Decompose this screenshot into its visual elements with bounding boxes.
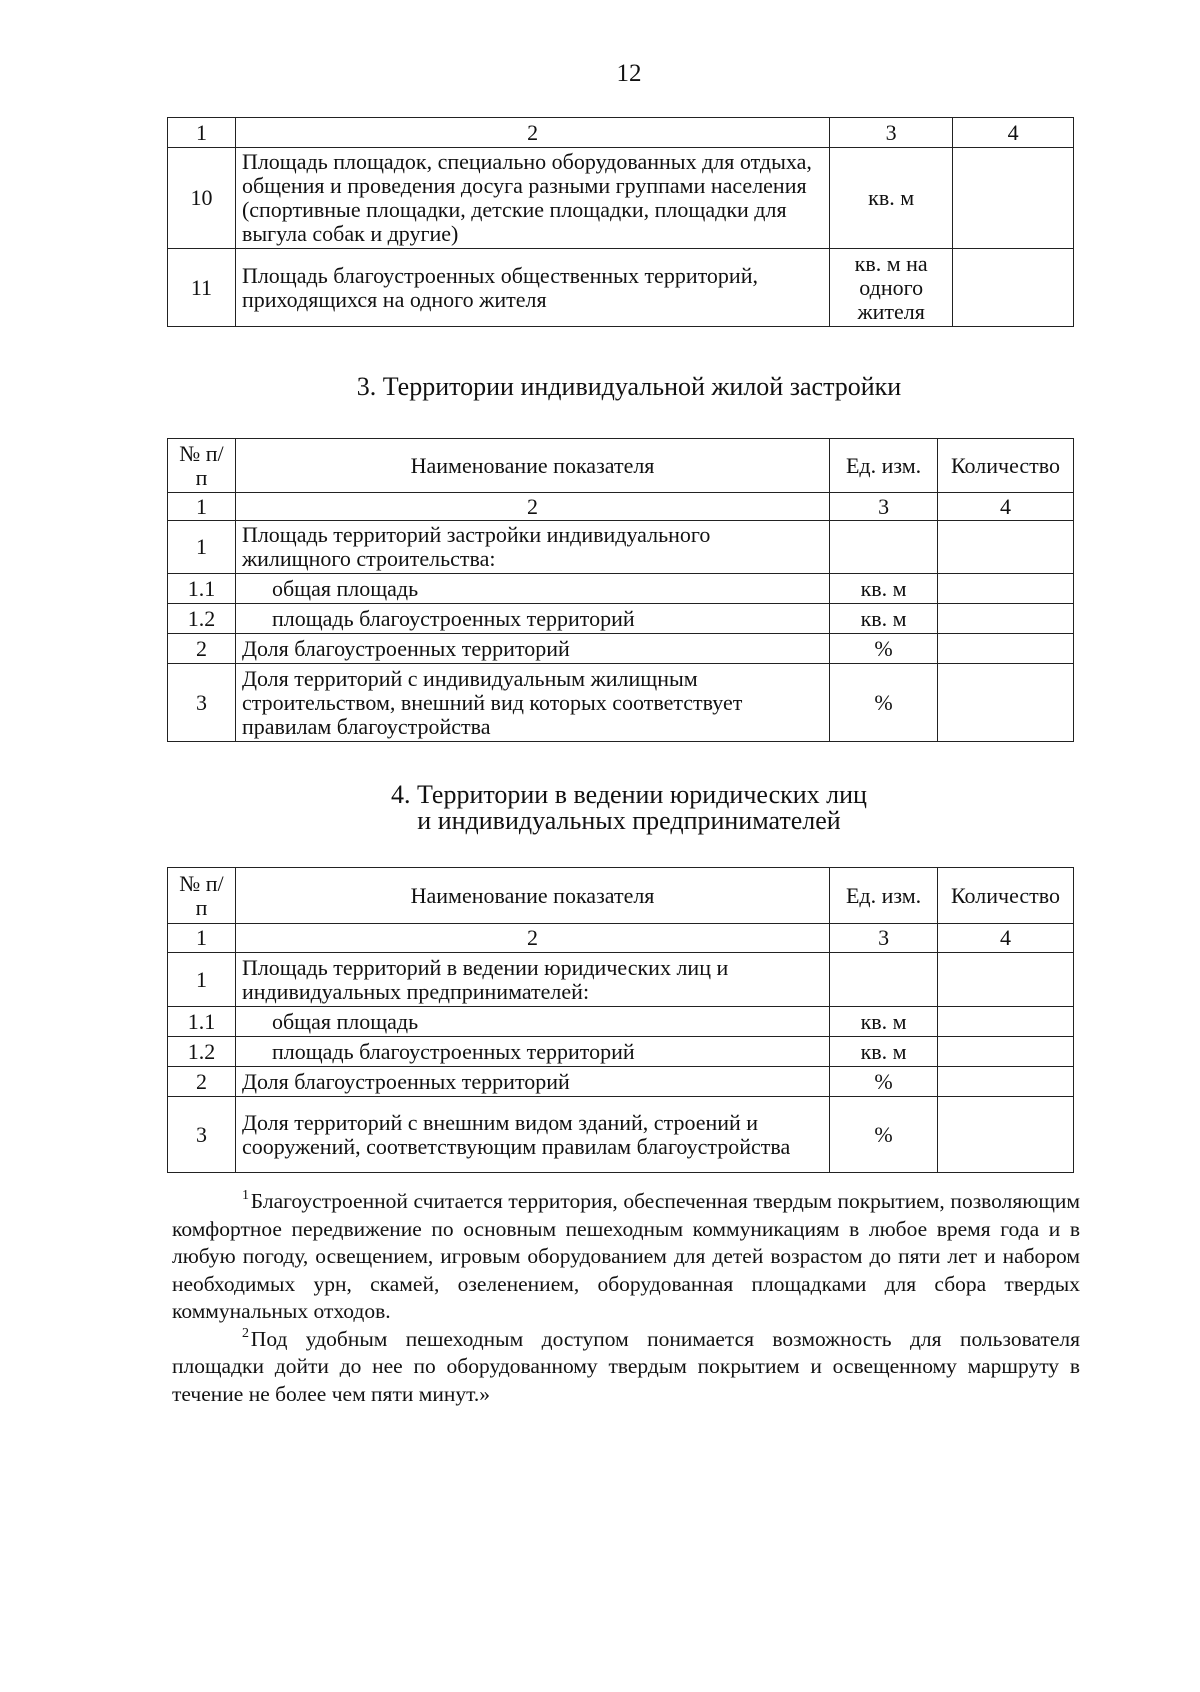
table-header [168, 439, 1074, 493]
header-name: Наименование показателя [235, 868, 829, 924]
row-num: 3 [168, 664, 236, 742]
table-row [168, 664, 1074, 742]
table-row [168, 574, 1074, 604]
row-value [938, 1007, 1074, 1037]
footnote-text: Благоустроенной считается территория, обеспеченная твердым покрытием, позволяющим комфортное передвижение по основным пешеходным коммуникациям в любое время года и в любую погоду, освещением, игровым оборудованием для детей возрастом до пяти лет и набором необходимых урн, скамей, озеленением, оборудованная площадками для сбора твердых коммунальных отходов. [172, 1189, 1080, 1323]
header-num-cell: 1 [168, 493, 236, 521]
row-num: 10 [168, 148, 236, 249]
table-row [168, 604, 1074, 634]
section-4-title [0, 782, 1200, 834]
header-num-cell: 3 [830, 924, 938, 953]
table-row [168, 148, 1074, 249]
row-value [938, 521, 1074, 574]
row-unit: % [830, 1097, 938, 1173]
row-num: 1.2 [168, 604, 236, 634]
section-4-title-line-2: и индивидуальных предпринимателей [417, 806, 841, 835]
row-num: 2 [168, 1067, 236, 1097]
table-row [168, 1067, 1074, 1097]
row-value [938, 604, 1074, 634]
row-num: 1.1 [168, 574, 236, 604]
footnote-2 [172, 1326, 1080, 1409]
row-value [938, 574, 1074, 604]
row-value [938, 1097, 1074, 1173]
header-num: № п/п [168, 439, 236, 493]
row-value [938, 953, 1074, 1007]
row-name: площадь благоустроенных территорий [235, 604, 829, 634]
row-unit [830, 953, 938, 1007]
row-value [938, 664, 1074, 742]
table-section-3 [167, 438, 1074, 742]
row-num: 1.2 [168, 1037, 236, 1067]
row-value [938, 1067, 1074, 1097]
row-num: 1 [168, 521, 236, 574]
header-qty: Количество [938, 439, 1074, 493]
row-unit: кв. м [830, 1037, 938, 1067]
row-unit: кв. м [830, 1007, 938, 1037]
header-num-cell: 1 [168, 924, 236, 953]
footnote-text: Под удобным пешеходным доступом понимается возможность для пользователя площадки дойти до нее по оборудованному твердым покрытием и освещенному маршруту в течение не более чем пяти минут.» [172, 1326, 1080, 1406]
section-3-title: 3. Территории индивидуальной жилой застройки [356, 372, 902, 401]
header-num-cell: 3 [830, 118, 953, 148]
row-name: площадь благоустроенных территорий [235, 1037, 829, 1067]
table-row [168, 1007, 1074, 1037]
row-num: 3 [168, 1097, 236, 1173]
table-continuation [167, 117, 1074, 327]
table-row [168, 249, 1074, 327]
row-name: общая площадь [235, 574, 829, 604]
table-header [168, 868, 1074, 924]
row-value [953, 249, 1074, 327]
table-row [168, 1097, 1074, 1173]
footnote-mark: 1 [242, 1188, 249, 1203]
row-name: Площадь территорий застройки индивидуального жилищного строительства: [235, 521, 829, 574]
table-row [168, 521, 1074, 574]
footnote-mark: 2 [242, 1325, 249, 1341]
row-unit: кв. м [830, 148, 953, 249]
header-num: № п/п [168, 868, 236, 924]
header-num-cell: 3 [830, 493, 938, 521]
header-name: Наименование показателя [235, 439, 829, 493]
row-name: Площадь территорий в ведении юридических лиц и индивидуальных предпринимателей: [235, 953, 829, 1007]
row-unit: % [830, 634, 938, 664]
row-unit [830, 521, 938, 574]
row-name: Доля благоустроенных территорий [235, 1067, 829, 1097]
header-num-cell: 1 [168, 118, 236, 148]
table-row [168, 1037, 1074, 1067]
header-num-cell: 2 [235, 924, 829, 953]
row-num: 11 [168, 249, 236, 327]
table-header-numbers [168, 924, 1074, 953]
row-value [938, 1037, 1074, 1067]
row-unit: % [830, 1067, 938, 1097]
row-name: Площадь благоустроенных общественных территорий, приходящихся на одного жителя [235, 249, 829, 327]
row-unit: % [830, 664, 938, 742]
header-num-cell: 2 [235, 118, 829, 148]
header-unit: Ед. изм. [830, 439, 938, 493]
row-name: Доля благоустроенных территорий [235, 634, 829, 664]
header-unit: Ед. изм. [830, 868, 938, 924]
header-num-cell: 4 [938, 924, 1074, 953]
table-header-numbers [168, 118, 1074, 148]
table-row [168, 634, 1074, 664]
row-value [938, 634, 1074, 664]
row-name: Доля территорий с индивидуальным жилищным строительством, внешний вид которых соответствует правилам благоустройства [235, 664, 829, 742]
table-header-numbers [168, 493, 1074, 521]
header-num-cell: 4 [938, 493, 1074, 521]
table-row [168, 953, 1074, 1007]
row-value [953, 148, 1074, 249]
table-section-4 [167, 867, 1074, 1173]
row-num: 1.1 [168, 1007, 236, 1037]
header-num-cell: 2 [235, 493, 829, 521]
footnotes [172, 1188, 1080, 1408]
row-num: 1 [168, 953, 236, 1007]
footnote-1 [172, 1188, 1080, 1326]
row-unit: кв. м на одного жителя [830, 249, 953, 327]
header-qty: Количество [938, 868, 1074, 924]
row-name: Доля территорий с внешним видом зданий, строений и сооружений, соответствующим правилам благоустройства [235, 1097, 829, 1173]
header-num-cell: 4 [953, 118, 1074, 148]
section-4-title-line-1: 4. Территории в ведении юридических лиц [391, 780, 867, 809]
row-name: Площадь площадок, специально оборудованных для отдыха, общения и проведения досуга разными группами населения (спортивные площадки, детские площадки, площадки для выгула собак и другие) [235, 148, 829, 249]
row-num: 2 [168, 634, 236, 664]
row-unit: кв. м [830, 604, 938, 634]
row-name: общая площадь [235, 1007, 829, 1037]
page-number: 12 [616, 60, 642, 87]
row-unit: кв. м [830, 574, 938, 604]
